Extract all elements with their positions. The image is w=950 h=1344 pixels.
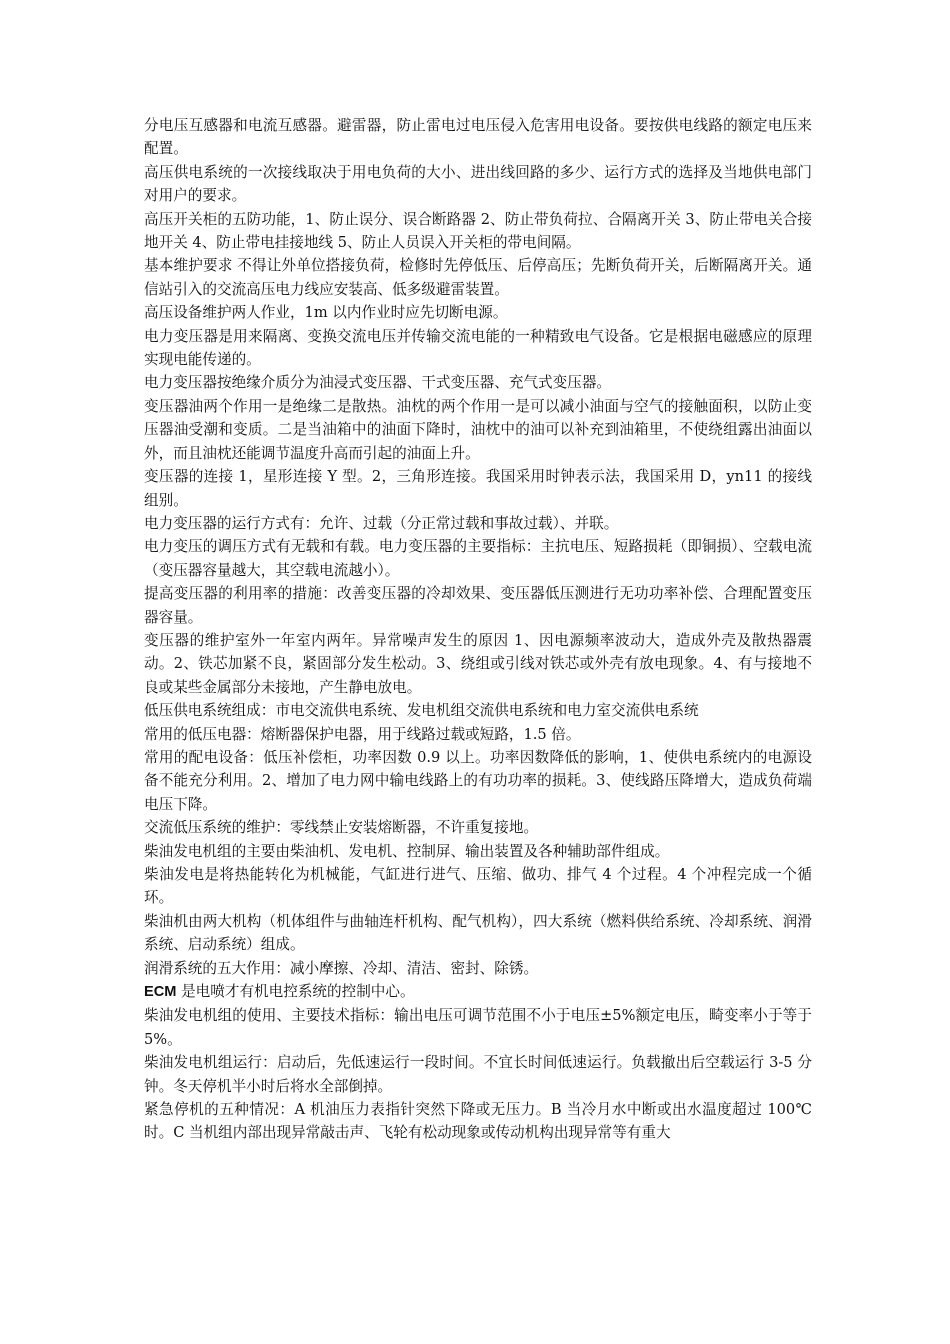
paragraph: 高压开关柜的五防功能，1、防止误分、误合断路器 2、防止带负荷拉、合隔离开关 3、防止带电关合接地开关 4、防止带电挂接地线 5、防止人员误入开关柜的带电间隔。 [144,210,812,252]
paragraph: 低压供电系统组成：市电交流供电系统、发电机组交流供电系统和电力室交流供电系统 [144,702,699,720]
paragraph: 柴油发电是将热能转化为机械能，气缸进行进气、压缩、做功、排气 4 个过程。4 个冲程完成一个循环。 [144,866,812,907]
paragraph: 基本维护要求 不得让外单位搭接负荷，检修时先停低压、后停高压；先断负荷开关，后断隔离开关。通信站引入的交流高压电力线应安装高、低多级避雷装置。 [144,257,812,298]
paragraph: 柴油机由两大机构（机体组件与曲轴连杆机构、配气机构），四大系统（燃料供给系统、冷却系统、润滑系统、启动系统）组成。 [144,912,812,954]
paragraph: 电力变压的调压方式有无载和有载。电力变压器的主要指标：主抗电压、短路损耗（即铜损）、空载电流（变压器容量越大，其空载电流越小）。 [144,538,812,579]
paragraph: 交流低压系统的维护：零线禁止安装熔断器，不许重复接地。 [144,819,539,837]
ecm-bold-term: ECM [144,984,177,1001]
paragraph: 电力变压器的运行方式有：允许、过载（分正常过载和事故过载）、并联。 [144,514,619,532]
document-body [144,114,812,1145]
paragraph: 柴油发电机组的使用、主要技术指标：输出电压可调节范围不小于电压±5%额定电压，畸变率小于等于 5%。 [144,1007,812,1048]
paragraph: 电力变压器按绝缘介质分为油浸式变压器、干式变压器、充气式变压器。 [144,374,612,392]
paragraph: 变压器的维护室外一年室内两年。异常噪声发生的原因 1、因电源频率波动大，造成外壳及散热器震动。2、铁芯加紧不良，紧固部分发生松动。3、绕组或引线对铁芯或外壳有放电现象。4、有与接地不良或某些金属部分未接地，产生静电放电。 [144,631,812,696]
paragraph: 提高变压器的利用率的措施：改善变压器的冷却效果、变压器低压测进行无功功率补偿、合理配置变压器容量。 [144,585,812,626]
paragraph: 电力变压器是用来隔离、变换交流电压并传输交流电能的一种精致电气设备。它是根据电磁感应的原理实现电能传递的。 [144,327,812,369]
paragraph: 紧急停机的五种情况：A 机油压力表指针突然下降或无压力。B 当冷月水中断或出水温度超过 100℃时。C 当机组内部出现异常敲击声、飞轮有松动现象或传动机构出现异常等有重大 [144,1101,812,1142]
paragraph: 柴油发电机组运行：启动后，先低速运行一段时间。不宜长时间低速运行。负载撤出后空载运行 3-5 分钟。冬天停机半小时后将水全部倒掉。 [144,1054,812,1095]
paragraph: 高压设备维护两人作业，1m 以内作业时应先切断电源。 [144,304,508,322]
paragraph: 分电压互感器和电流互感器。避雷器，防止雷电过电压侵入危害用电设备。要按供电线路的额定电压来配置。 [144,117,812,158]
paragraph: 变压器的连接 1，星形连接 Y 型。2，三角形连接。我国采用时钟表示法，我国采用 D，yn11 的接线组别。 [144,468,812,509]
paragraph: 变压器油两个作用一是绝缘二是散热。油枕的两个作用一是可以减小油面与空气的接触面积，以防止变压器油受潮和变质。二是当油箱中的油面下降时，油枕中的油可以补充到油箱里，不使绕组露出油面以外，而且油枕还能调节温度升高而引起的油面上升。 [144,397,812,462]
paragraph: 高压供电系统的一次接线取决于用电负荷的大小、进出线回路的多少、运行方式的选择及当地供电部门对用户的要求。 [144,163,812,205]
ecm-paragraph [144,980,812,1004]
paragraph: 常用的配电设备：低压补偿柜，功率因数 0.9 以上。功率因数降低的影响，1、使供电系统内的电源设备不能充分利用。2、增加了电力网中输电线路上的有功功率的损耗。3、使线路压降增大，造成负荷端电压下降。 [144,748,812,813]
ecm-paragraph-text: 是电喷才有机电控系统的控制中心。 [176,983,415,1001]
paragraph: 柴油发电机组的主要由柴油机、发电机、控制屏、输出装置及各种辅助部件组成。 [144,842,670,860]
paragraph: 常用的低压电器：熔断器保护电器，用于线路过载或短路，1.5 倍。 [144,725,581,743]
paragraph: 润滑系统的五大作用：减小摩擦、冷却、清洁、密封、除锈。 [144,959,539,977]
